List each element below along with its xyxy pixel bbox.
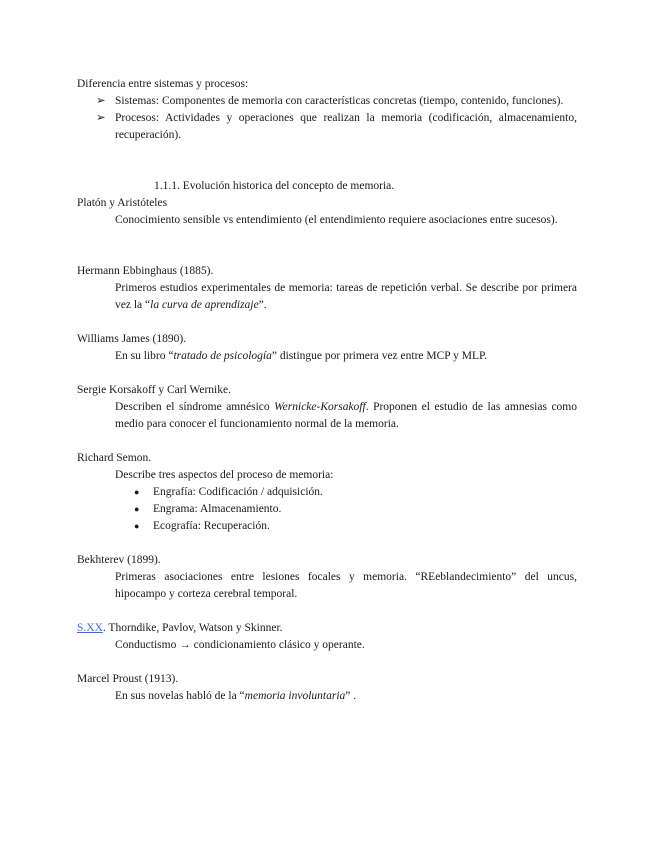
entry-description: Conductismo → condicionamiento clásico y operante. [115, 639, 365, 651]
arrow-bullet-icon: ➢ [96, 95, 106, 107]
list-item [77, 518, 577, 535]
entry-description: En sus novelas habló de la “memoria involuntaria” . [115, 690, 357, 702]
emphasis: la curva de aprendizaje [150, 299, 259, 311]
entry-name: Platón y Aristóteles [77, 197, 168, 209]
list-item [77, 110, 577, 144]
emphasis: Wernicke-Korsakoff [274, 401, 366, 413]
emphasis: memoria involuntaria [244, 690, 346, 702]
intro-section [77, 76, 577, 144]
entry-name: Richard Semon. [77, 452, 152, 464]
history-section [77, 178, 577, 229]
entry-proust [77, 671, 577, 705]
entry-name: Marcel Proust (1913). [77, 673, 179, 685]
entry-description: Describen el síndrome amnésico Wernicke-Korsakoff. Proponen el estudio de las amnesias como medio para conocer el funcionamiento normal de la memoria. [115, 401, 577, 430]
entry-bekhterev [77, 552, 577, 603]
entry-korsakoff [77, 382, 577, 433]
entry-semon [77, 450, 577, 535]
intro-title: Diferencia entre sistemas y procesos: [77, 78, 249, 90]
emphasis: tratado de psicología [173, 350, 272, 362]
list-item [77, 93, 577, 110]
list-item-text: Engrafía: Codificación / adquisición. [153, 486, 323, 498]
entry-description: Primeros estudios experimentales de memoria: tareas de repetición verbal. Se describe por primera vez la “la curva de aprendizaje”. [115, 282, 577, 311]
list-item-text: Engrama: Almacenamiento. [153, 503, 282, 515]
entry-ebbinghaus [77, 263, 577, 314]
list-item [77, 484, 577, 501]
sxx-link[interactable]: S.XX [77, 622, 103, 634]
entry-name: S.XX. Thorndike, Pavlov, Watson y Skinner. [77, 622, 283, 634]
entry-description: Primeras asociaciones entre lesiones focales y memoria. “REeblandecimiento” del uncus, hipocampo y corteza cerebral temporal. [115, 571, 577, 600]
bullet-icon: ● [134, 487, 140, 497]
bullet-icon: ● [134, 521, 140, 531]
entry-james [77, 331, 577, 365]
entry-description: En su libro “tratado de psicología” distingue por primera vez entre MCP y MLP. [115, 350, 488, 362]
entry-name: Bekhterev (1899). [77, 554, 161, 566]
section-heading: 1.1.1. Evolución historica del concepto de memoria. [154, 180, 395, 192]
arrow-bullet-icon: ➢ [96, 112, 106, 124]
list-item-text: Sistemas: Componentes de memoria con características concretas (tiempo, contenido, funciones). [115, 95, 564, 107]
entry-description: Describe tres aspectos del proceso de memoria: [115, 469, 334, 481]
entry-sxx [77, 620, 577, 654]
entry-name: Sergie Korsakoff y Carl Wernike. [77, 384, 231, 396]
bullet-icon: ● [134, 504, 140, 514]
list-item-text: Ecografía: Recuperación. [153, 520, 270, 532]
list-item-text: Procesos: Actividades y operaciones que realizan la memoria (codificación, almacenamiento, recuperación). [115, 112, 577, 141]
entry-name: Hermann Ebbinghaus (1885). [77, 265, 214, 277]
entry-name: Williams James (1890). [77, 333, 187, 345]
entry-description: Conocimiento sensible vs entendimiento (el entendimiento requiere asociaciones entre sucesos). [115, 214, 558, 226]
list-item [77, 501, 577, 518]
